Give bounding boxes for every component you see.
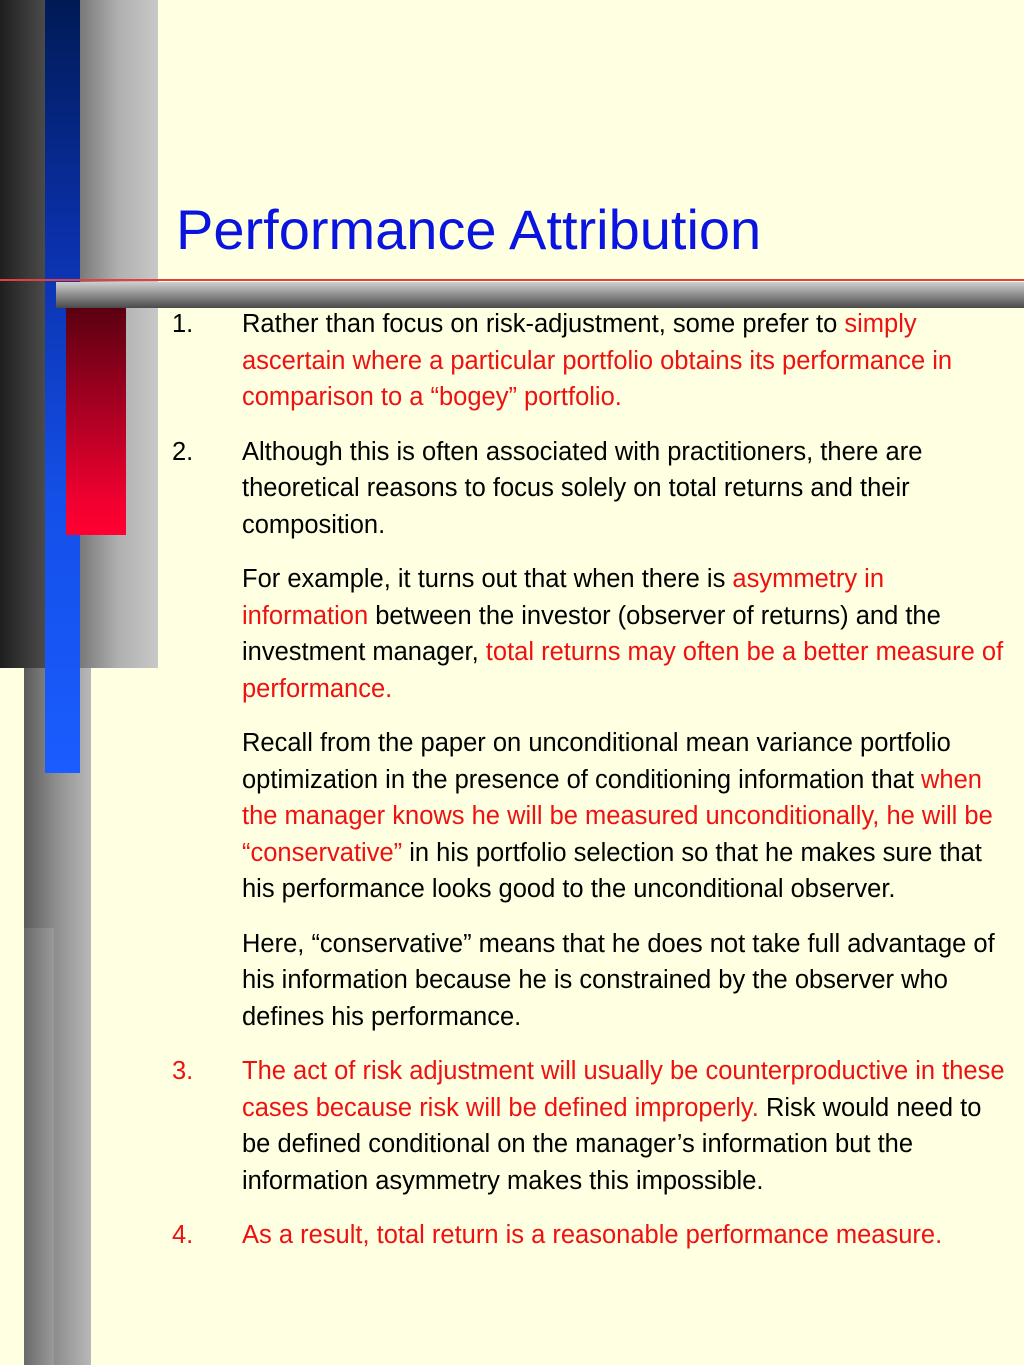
list-item (172, 561, 1012, 707)
highlighted-text: As a result, total return is a reasonable performance measure. (242, 1221, 943, 1249)
list-item-number: 4. (172, 1221, 194, 1249)
list-item (172, 1053, 1012, 1199)
highlighted-text: simply ascertain where a particular portfolio obtains its performance in comparison to a “bogey” portfolio. (242, 310, 953, 411)
list-item-number: 1. (172, 310, 194, 338)
header-divider-bar (56, 282, 1024, 308)
highlighted-text: asymmetry in information (242, 565, 885, 630)
title-underline (0, 279, 1024, 281)
slide-body (172, 306, 1012, 1272)
slide-title: Performance Attribution (176, 198, 762, 261)
highlighted-text: The act of risk adjustment will usually be counterproductive in these cases because risk will be defined improperly. (242, 1057, 1005, 1122)
body-text: For example, it turns out that when there is (242, 565, 733, 593)
highlighted-text: when the manager knows he will be measured unconditionally, he will be “conservative” (242, 765, 993, 867)
red-decor-bar (66, 308, 126, 535)
list-item (172, 1217, 1012, 1254)
list-item-number: 2. (172, 437, 194, 466)
highlighted-text: total returns may often be a better measure of performance. (242, 638, 1004, 703)
list-item (172, 306, 1012, 416)
body-text: Risk would need to be defined conditional on the manager’s information but the information asymmetry makes this impossible. (242, 1093, 982, 1195)
list-item-number: 3. (172, 1057, 194, 1085)
body-text: Recall from the paper on unconditional mean variance portfolio optimization in the presence of conditioning information that (242, 729, 951, 794)
body-text: between the investor (observer of returns) and the investment manager, (242, 601, 941, 666)
body-text: Here, “conservative” means that he does not take full advantage of his information because he is constrained by the observer who defines his performance. (242, 929, 995, 1031)
list-item (172, 926, 1012, 1036)
body-text: Rather than focus on risk-adjustment, some prefer to (242, 310, 845, 338)
body-text: in his portfolio selection so that he makes sure that his performance looks good to the unconditional observer. (242, 838, 982, 903)
list-item (172, 725, 1012, 908)
body-text: Although this is often associated with practitioners, there are theoretical reasons to focus solely on total returns and their composition. (242, 437, 923, 539)
list-item (172, 434, 1012, 544)
gray-decor-strip (24, 928, 54, 1365)
